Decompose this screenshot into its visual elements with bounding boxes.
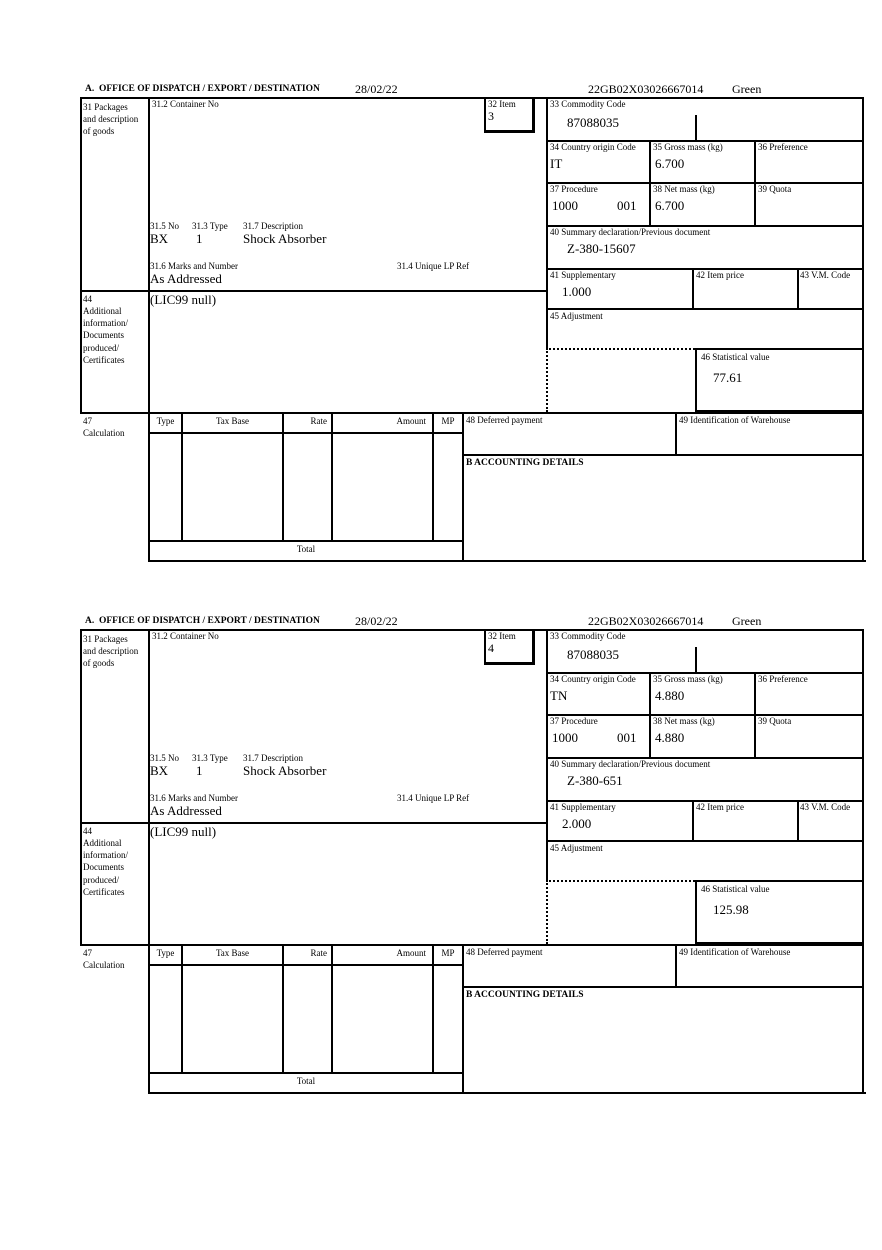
item-number-value: 4 (488, 641, 494, 655)
net-mass-label: 38 Net mass (kg) (653, 184, 715, 194)
divider-line (462, 1092, 866, 1094)
divider-line (797, 800, 799, 840)
calc-header-type: Type (156, 948, 175, 958)
quota-label: 39 Quota (758, 716, 792, 726)
commodity-code-subdivision-mark (695, 647, 697, 672)
deferred-payment-label: 48 Deferred payment (466, 415, 543, 425)
office-of-dispatch-label: A. OFFICE OF DISPATCH / EXPORT / DESTINATION (85, 84, 320, 94)
item-number-value: 3 (488, 109, 494, 123)
additional-info-label-text: Additional information/ Documents produced/ Certificates (83, 838, 128, 897)
unique-lp-ref-label: 31.4 Unique LP Ref (397, 793, 470, 803)
supplementary-value: 1.000 (562, 284, 592, 299)
package-no-label: 31.5 No (150, 221, 179, 231)
box31-packages-label: 31 Packages and description of goods (83, 102, 139, 137)
movement-reference: 22GB02X03026667014 (588, 614, 704, 628)
goods-description-label: 31.7 Description (243, 221, 303, 231)
country-origin-label: 34 Country origin Code (550, 142, 636, 152)
commodity-code-subdivision-mark (695, 115, 697, 140)
adjustment-label: 45 Adjustment (550, 843, 603, 853)
quota-label: 39 Quota (758, 184, 792, 194)
divider-line (862, 412, 864, 560)
item-price-label: 42 Item price (696, 802, 744, 812)
item-label: 32 Item (488, 631, 516, 641)
procedure-value: 1000 (552, 198, 578, 213)
adjustment-label: 45 Adjustment (550, 311, 603, 321)
additional-info-label (83, 825, 145, 898)
supplementary-label: 41 Supplementary (550, 270, 616, 280)
calculation-label-text: Calculation (83, 960, 125, 971)
previous-document-value: Z-380-651 (567, 773, 623, 788)
vm-code-label: 43 V.M. Code (800, 802, 851, 812)
country-origin-value: TN (550, 688, 568, 703)
net-mass-value: 6.700 (655, 198, 685, 213)
package-no-value: BX (150, 231, 169, 246)
container-no-label: 31.2 Container No (152, 99, 219, 109)
calc-table-border (148, 964, 464, 966)
country-origin-value: IT (550, 156, 563, 171)
package-type-value: 1 (196, 763, 203, 778)
accounting-details-label: B ACCOUNTING DETAILS (466, 458, 584, 468)
marks-value: As Addressed (150, 803, 222, 818)
procedure-ext-value: 001 (617, 730, 637, 745)
divider-line (797, 268, 799, 308)
calc-header-rate: Rate (310, 416, 327, 426)
statistical-value-label: 46 Statistical value (701, 352, 770, 362)
divider-line (675, 412, 677, 454)
divider-line (546, 629, 548, 880)
divider-line (80, 629, 82, 944)
previous-document-value: Z-380-15607 (567, 241, 636, 256)
commodity-code-value: 87088035 (567, 647, 619, 662)
declaration-date: 28/02/22 (355, 82, 398, 96)
goods-description-value: Shock Absorber (243, 763, 327, 778)
calculation-label (83, 947, 145, 971)
goods-description-value: Shock Absorber (243, 231, 327, 246)
additional-info-label (83, 293, 145, 366)
additional-info-label-text: Additional information/ Documents produced/ Certificates (83, 306, 128, 365)
calc-table-border (148, 432, 464, 434)
calc-header-mp: MP (441, 416, 455, 426)
divider-line (649, 140, 651, 225)
additional-info-label-number: 44 (83, 826, 92, 836)
package-no-label: 31.5 No (150, 753, 179, 763)
divider-line (754, 672, 756, 757)
calc-header-tax-base: Tax Base (215, 416, 250, 426)
divider-line (80, 944, 864, 946)
net-mass-label: 38 Net mass (kg) (653, 716, 715, 726)
warehouse-id-label: 49 Identification of Warehouse (679, 947, 791, 957)
declaration-item-section (80, 614, 864, 1094)
additional-info-label-number: 44 (83, 294, 92, 304)
gross-mass-value: 6.700 (655, 156, 685, 171)
calculation-label (83, 415, 145, 439)
statistical-value-amount: 77.61 (713, 370, 743, 385)
supplementary-label: 41 Supplementary (550, 802, 616, 812)
calc-header-mp: MP (441, 948, 455, 958)
declaration-item-section (80, 82, 864, 562)
routing-status: Green (732, 82, 762, 96)
package-type-label: 31.3 Type (192, 221, 228, 231)
divider-line (462, 412, 464, 560)
deferred-payment-label: 48 Deferred payment (466, 947, 543, 957)
divider-line (462, 944, 464, 1092)
gross-mass-label: 35 Gross mass (kg) (653, 142, 723, 152)
procedure-ext-value: 001 (617, 198, 637, 213)
divider-line (80, 97, 82, 412)
movement-reference: 22GB02X03026667014 (588, 82, 704, 96)
calc-header-type: Type (156, 416, 175, 426)
container-no-label: 31.2 Container No (152, 631, 219, 641)
office-of-dispatch-label: A. OFFICE OF DISPATCH / EXPORT / DESTINATION (85, 616, 320, 626)
calculation-label-number: 47 (83, 948, 92, 958)
accounting-details-label: B ACCOUNTING DETAILS (466, 990, 584, 1000)
declaration-date: 28/02/22 (355, 614, 398, 628)
previous-document-label: 40 Summary declaration/Previous document (550, 227, 711, 237)
package-no-value: BX (150, 763, 169, 778)
divider-line (148, 97, 150, 412)
divider-line (649, 672, 651, 757)
net-mass-value: 4.880 (655, 730, 685, 745)
divider-line (675, 944, 677, 986)
item-label: 32 Item (488, 99, 516, 109)
gross-mass-label: 35 Gross mass (kg) (653, 674, 723, 684)
calc-header-rate: Rate (310, 948, 327, 958)
preference-label: 36 Preference (758, 674, 808, 684)
supplementary-value: 2.000 (562, 816, 592, 831)
divider-line (862, 944, 864, 1092)
additional-info-value: (LIC99 null) (150, 824, 217, 839)
divider-line (862, 629, 864, 880)
marks-value: As Addressed (150, 271, 222, 286)
value-details-dotted-region (546, 880, 695, 944)
calc-total-label: Total (296, 1076, 316, 1086)
commodity-code-value: 87088035 (567, 115, 619, 130)
vm-code-label: 43 V.M. Code (800, 270, 851, 280)
calc-header-tax-base: Tax Base (215, 948, 250, 958)
commodity-code-label: 33 Commodity Code (550, 631, 626, 641)
divider-line (754, 140, 756, 225)
procedure-label: 37 Procedure (550, 716, 598, 726)
calc-header-amount: Amount (396, 416, 426, 426)
calculation-label-number: 47 (83, 416, 92, 426)
package-type-label: 31.3 Type (192, 753, 228, 763)
divider-line (862, 97, 864, 348)
item-price-label: 42 Item price (696, 270, 744, 280)
divider-line (462, 560, 866, 562)
commodity-code-label: 33 Commodity Code (550, 99, 626, 109)
calculation-label-text: Calculation (83, 428, 125, 439)
divider-line (462, 454, 864, 456)
country-origin-label: 34 Country origin Code (550, 674, 636, 684)
statistical-value-amount: 125.98 (713, 902, 749, 917)
value-details-dotted-region (546, 348, 695, 412)
gross-mass-value: 4.880 (655, 688, 685, 703)
preference-label: 36 Preference (758, 142, 808, 152)
additional-info-value: (LIC99 null) (150, 292, 217, 307)
divider-line (546, 308, 864, 310)
warehouse-id-label: 49 Identification of Warehouse (679, 415, 791, 425)
divider-line (80, 412, 864, 414)
package-type-value: 1 (196, 231, 203, 246)
marks-label: 31.6 Marks and Number (150, 793, 238, 803)
previous-document-label: 40 Summary declaration/Previous document (550, 759, 711, 769)
calc-total-label: Total (296, 544, 316, 554)
divider-line (148, 629, 150, 944)
routing-status: Green (732, 614, 762, 628)
divider-line (546, 840, 864, 842)
calc-header-amount: Amount (396, 948, 426, 958)
procedure-value: 1000 (552, 730, 578, 745)
divider-line (692, 268, 694, 308)
unique-lp-ref-label: 31.4 Unique LP Ref (397, 261, 470, 271)
divider-line (692, 800, 694, 840)
procedure-label: 37 Procedure (550, 184, 598, 194)
goods-description-label: 31.7 Description (243, 753, 303, 763)
box31-packages-label: 31 Packages and description of goods (83, 634, 139, 669)
divider-line (546, 97, 548, 348)
statistical-value-label: 46 Statistical value (701, 884, 770, 894)
divider-line (462, 986, 864, 988)
marks-label: 31.6 Marks and Number (150, 261, 238, 271)
